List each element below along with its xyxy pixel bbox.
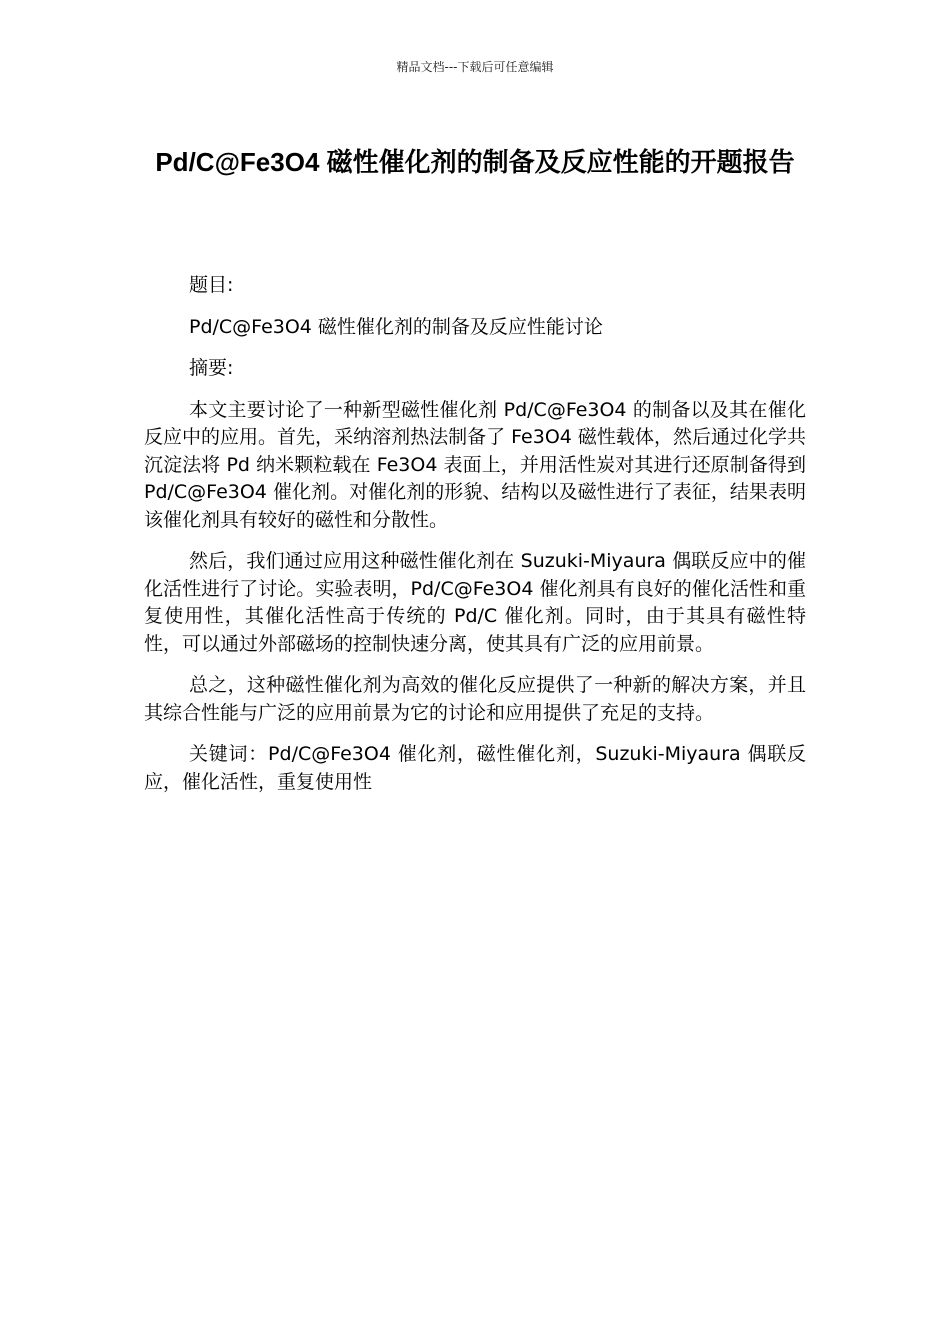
abstract-paragraph-3: 总之，这种磁性催化剂为高效的催化反应提供了一种新的解决方案，并且其综合性能与广泛的应用前景为它的讨论和应用提供了充足的支持。 (144, 674, 806, 724)
abstract-label: 摘要: (189, 357, 234, 379)
topic-label: 题目: (189, 274, 234, 296)
topic-text: Pd/C@Fe3O4 磁性催化剂的制备及反应性能讨论 (189, 315, 603, 338)
keywords-line: 关键词：Pd/C@Fe3O4 催化剂，磁性催化剂，Suzuki-Miyaura 偶联反应，催化活性，重复使用性 (144, 743, 806, 793)
abstract-paragraph-1: 本文主要讨论了一种新型磁性催化剂 Pd/C@Fe3O4 的制备以及其在催化反应中的应用。首先，采纳溶剂热法制备了 Fe3O4 磁性载体，然后通过化学共沉淀法将 Pd 纳米颗粒载在 Fe3O4 表面上，并用活性炭对其进行还原制备得到 Pd/C@Fe3O4 催化剂。对催化剂的形貌、结构以及磁性进行了表征，结果表明该催化剂具有较好的磁性和分散性。 (144, 398, 806, 531)
document-title: Pd/C@Fe3O4 磁性催化剂的制备及反应性能的开题报告 (155, 147, 795, 177)
document-body (144, 272, 806, 810)
abstract-paragraph-2: 然后，我们通过应用这种磁性催化剂在 Suzuki-Miyaura 偶联反应中的催化活性进行了讨论。实验表明，Pd/C@Fe3O4 催化剂具有良好的催化活性和重复使用性，其催化活性高于传统的 Pd/C 催化剂。同时，由于其具有磁性特性，可以通过外部磁场的控制快速分离，使其具有广泛的应用前景。 (144, 550, 806, 655)
header-note: 精品文档---下载后可任意编辑 (396, 60, 554, 74)
